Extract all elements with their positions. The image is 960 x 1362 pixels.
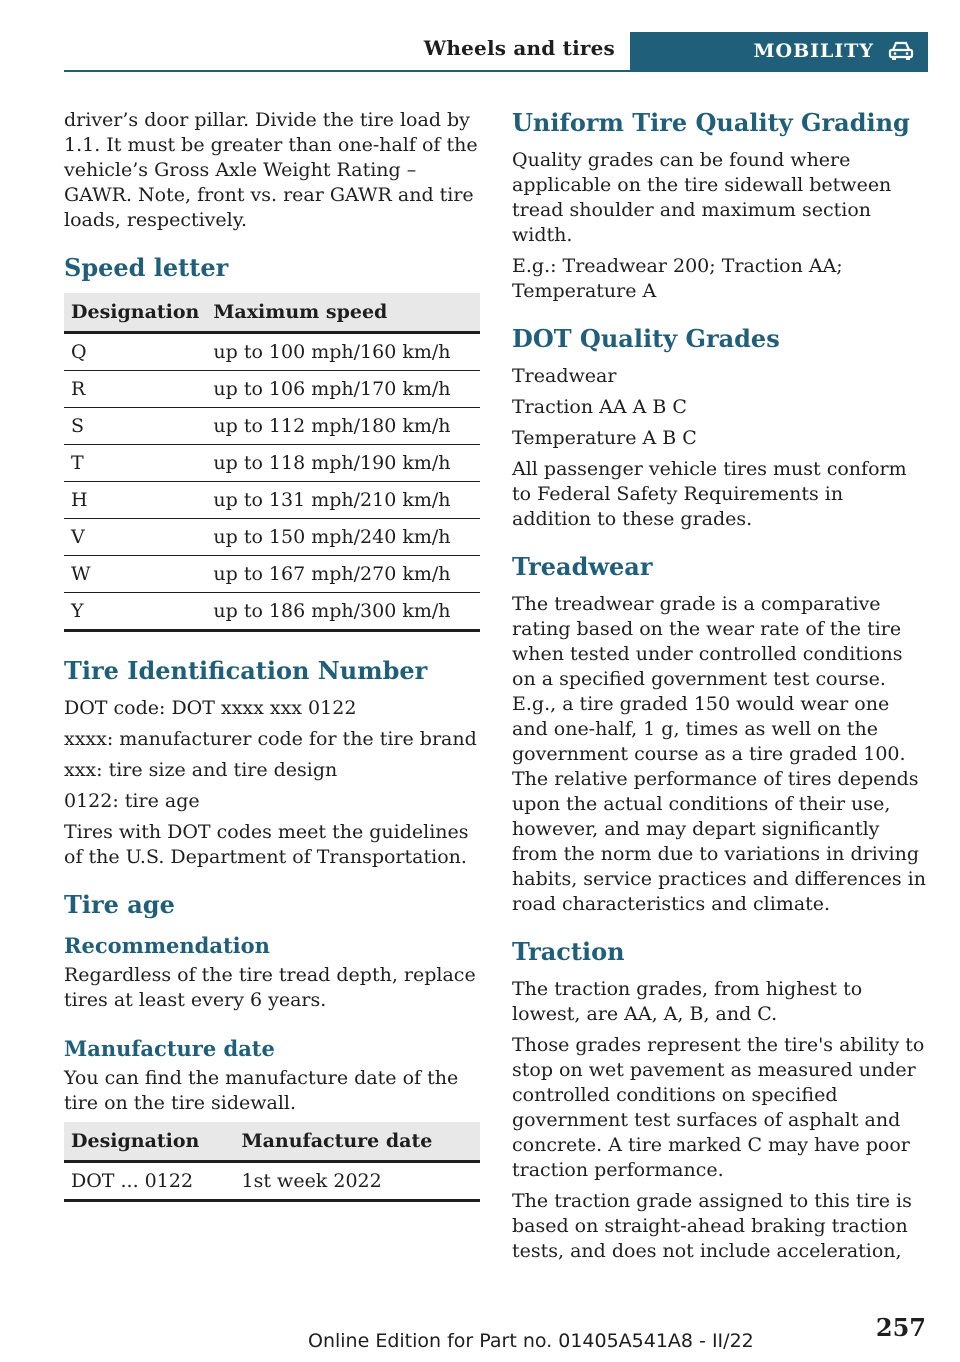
table-cell: W (64, 556, 206, 593)
table-cell: T (64, 445, 206, 482)
recommendation-text: Regardless of the tire tread depth, replace tires at least every 6 years. (64, 964, 476, 1011)
table-cell: Y (64, 593, 206, 631)
table-cell: H (64, 482, 206, 519)
tin-line: DOT code: DOT xxxx xxx 0122 (64, 697, 357, 719)
header-section-title: Wheels and tires (423, 36, 615, 60)
manufacture-date-heading: Manufacture date (64, 1036, 275, 1061)
tin-line: xxxx: manufacturer code for the tire brand (64, 728, 477, 750)
intro-paragraph: driver’s door pillar. Divide the tire load by 1.1. It must be greater than one-half of the vehicle’s Gross Axle Weight Rating – GAWR. Note, front vs. rear GAWR and tire loads, respectively. (64, 109, 478, 231)
tin-line: 0122: tire age (64, 790, 200, 812)
tin-heading: Tire Identification Number (64, 656, 428, 685)
chapter-tab (630, 32, 928, 70)
table-cell: 1st week 2022 (235, 1162, 480, 1201)
utqg-example: E.g.: Treadwear 200; Traction AA; Temperature A (512, 255, 843, 302)
table-cell: up to 186 mph/300 km/h (206, 593, 480, 631)
table-row (64, 408, 480, 445)
treadwear-text: The treadwear grade is a comparative rating based on the wear rate of the tire when tested under controlled conditions on a specified government test course. E.g., a tire graded 150 would wear one and one-half, 1 g, times as well on the government course as a tire graded 100. The relative performance of tires depends upon the actual conditions of their use, however, and may depart significantly from the norm due to variations in driving habits, service practices and differences in road characteristics and climate. (512, 593, 926, 915)
manufacture-date-text: You can find the manufacture date of the tire on the tire sidewall. (64, 1067, 459, 1114)
table-row (64, 445, 480, 482)
speed-letter-table (64, 293, 480, 632)
table-cell: up to 112 mph/180 km/h (206, 408, 480, 445)
table-cell: up to 106 mph/170 km/h (206, 371, 480, 408)
car-icon (888, 40, 914, 62)
chapter-label: MOBILITY (753, 40, 874, 62)
utqg-text: Quality grades can be found where applicable on the tire sidewall between tread shoulder and maximum section width. (512, 149, 892, 246)
page-number: 257 (875, 1313, 926, 1342)
treadwear-heading: Treadwear (512, 552, 653, 581)
recommendation-heading: Recommendation (64, 933, 270, 958)
dot-grades-heading: DOT Quality Grades (512, 324, 780, 353)
traction-heading: Traction (512, 937, 625, 966)
table-cell: up to 131 mph/210 km/h (206, 482, 480, 519)
table-row (64, 482, 480, 519)
speed-letter-heading: Speed letter (64, 253, 229, 282)
table-cell: up to 150 mph/240 km/h (206, 519, 480, 556)
traction-text: Those grades represent the tire's ability to stop on wet pavement as measured under controlled conditions on specified government test surfaces of asphalt and concrete. A tire marked C may have poor traction performance. (512, 1034, 925, 1181)
traction-text: The traction grade assigned to this tire is based on straight-ahead braking traction tests, and does not include acceleration, (512, 1190, 912, 1262)
table-cell: DOT ... 0122 (64, 1162, 235, 1201)
table-row (64, 333, 480, 371)
right-column (512, 108, 928, 1270)
column-header: Designation (64, 293, 206, 333)
dot-grades-line: Temperature A B C (512, 427, 697, 449)
tire-age-heading: Tire age (64, 890, 175, 919)
column-header: Designation (64, 1122, 235, 1162)
dot-grades-line: Treadwear (512, 365, 617, 387)
tin-line: xxx: tire size and tire design (64, 759, 338, 781)
table-cell: up to 167 mph/270 km/h (206, 556, 480, 593)
table-cell: Q (64, 333, 206, 371)
column-header: Manufacture date (235, 1122, 480, 1162)
utqg-heading: Uniform Tire Quality Grading (512, 108, 910, 137)
tin-line: Tires with DOT codes meet the guidelines of the U.S. Department of Transportation. (64, 821, 469, 868)
table-cell: R (64, 371, 206, 408)
dot-grades-line: Traction AA A B C (512, 396, 687, 418)
column-header: Maximum speed (206, 293, 480, 333)
table-cell: up to 118 mph/190 km/h (206, 445, 480, 482)
table-cell: S (64, 408, 206, 445)
header-rule (64, 70, 928, 72)
table-row (64, 593, 480, 631)
dot-grades-line: All passenger vehicle tires must conform to Federal Safety Requirements in addition to these grades. (512, 458, 907, 530)
table-row (64, 556, 480, 593)
table-row (64, 519, 480, 556)
traction-text: The traction grades, from highest to lowest, are AA, A, B, and C. (512, 978, 863, 1025)
table-row (64, 371, 480, 408)
table-cell: up to 100 mph/160 km/h (206, 333, 480, 371)
table-row (64, 1162, 480, 1201)
table-cell: V (64, 519, 206, 556)
left-column (64, 108, 480, 1202)
manufacture-date-table (64, 1122, 480, 1202)
footer-edition: Online Edition for Part no. 01405A541A8 - II/22 (308, 1330, 754, 1352)
